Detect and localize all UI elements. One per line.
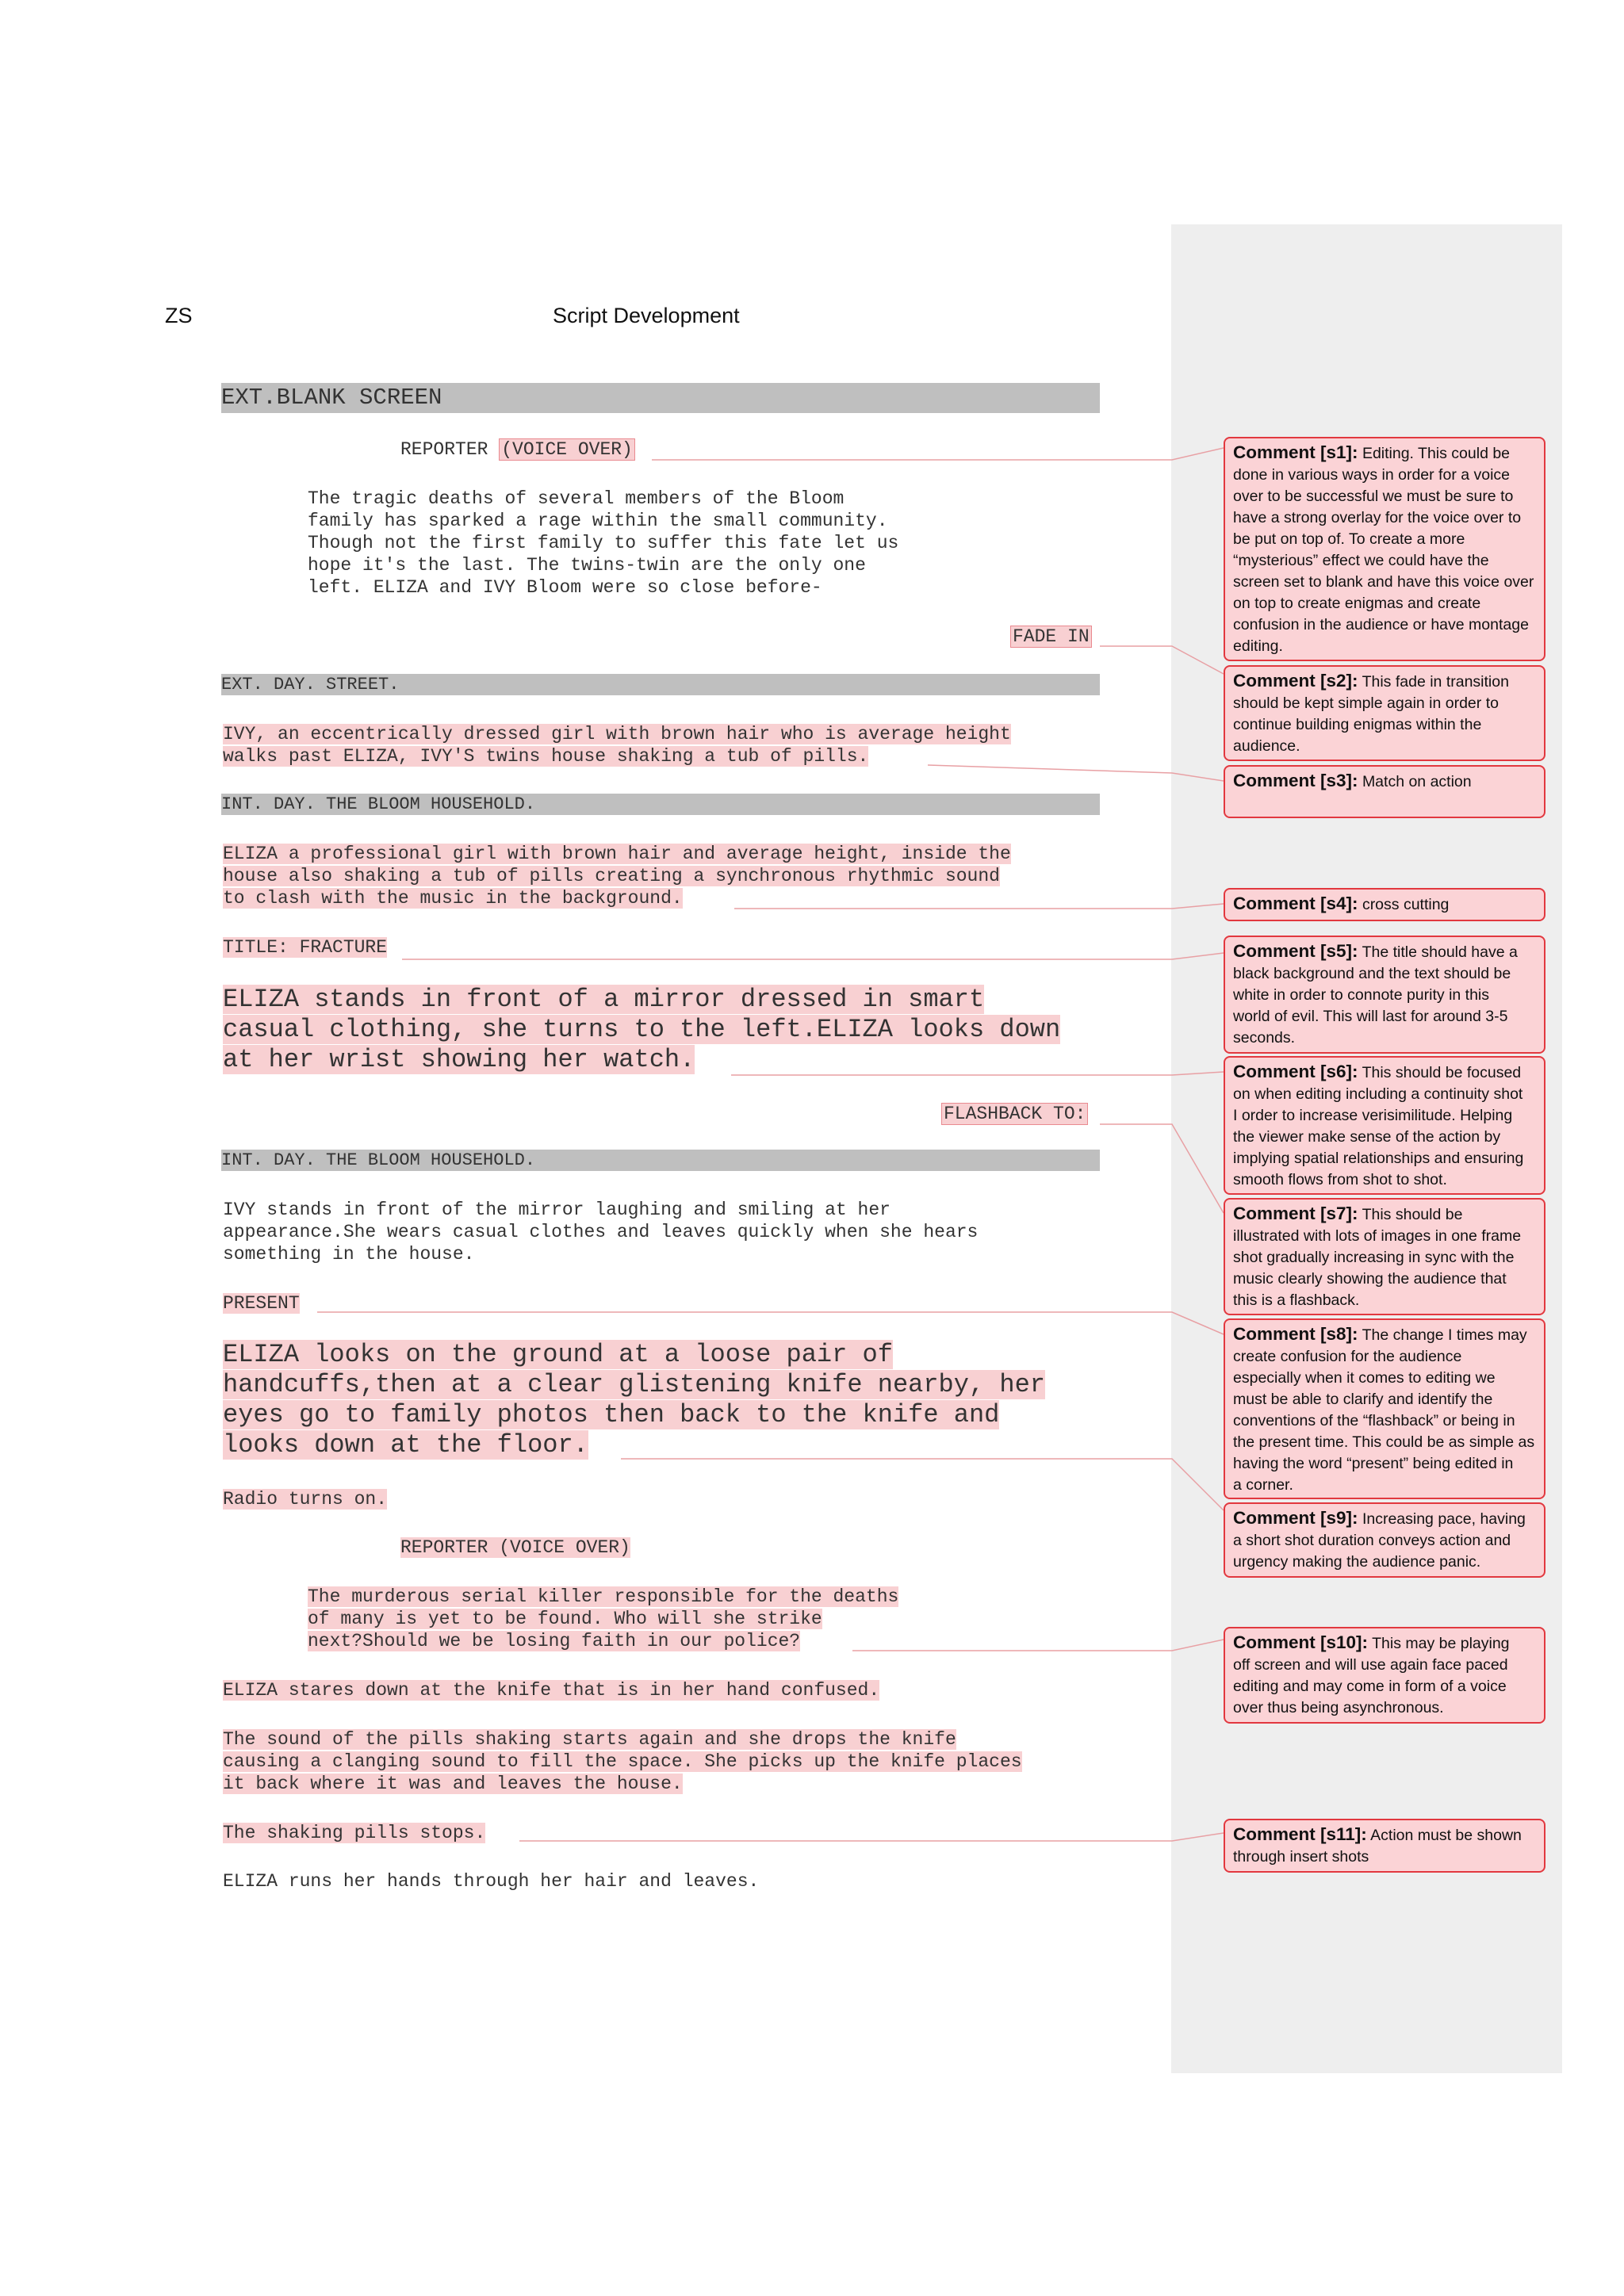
action-3-line-1: ELIZA stands in front of a mirror dressed in smart [223, 985, 985, 1014]
transition-fade-in: FADE IN [1010, 626, 1092, 648]
action-4-line-2: appearance.She wears casual clothes and leaves quickly when she hears [223, 1222, 979, 1242]
transition-flashback: FLASHBACK TO: [941, 1103, 1088, 1125]
present-marker: PRESENT [223, 1293, 300, 1314]
action-2-line-2: house also shaking a tub of pills creating a synchronous rhythmic sound [223, 866, 1000, 886]
connector-s2 [1100, 646, 1224, 674]
scene-heading-4: INT. DAY. THE BLOOM HOUSEHOLD. [221, 1150, 1100, 1171]
comment-s10[interactable]: Comment [s10]: This may be playing off screen and will use again face paced editing and may come in form of a voice over thus being asynchronous. [1224, 1627, 1545, 1724]
comment-s1[interactable]: Comment [s1]: Editing. This could be done in various ways in order for a voice over to be successful we must be sure to have a strong overlay for the voice over to be put on top of. To create a more “mysterious” effect we could have the screen set to blank and have this voice over on top to create enigmas and create confusion in the audience or have montage editing. [1224, 437, 1545, 661]
comment-s2[interactable]: Comment [s2]: This fade in transition should be kept simple again in order to continue building enigmas within the audience. [1224, 665, 1545, 761]
connector-s3 [928, 765, 1224, 781]
action-5-line-4: looks down at the floor. [223, 1430, 588, 1460]
scene-heading-1: EXT.BLANK SCREEN [221, 383, 1100, 413]
scene-heading-3: INT. DAY. THE BLOOM HOUSEHOLD. [221, 794, 1100, 815]
dialogue-1-line-3: Though not the first family to suffer this fate let us [308, 533, 899, 553]
comment-s7[interactable]: Comment [s7]: This should be illustrated with lots of images in one frame shot gradually increasing in sync with the music clearly showing the audience that this is a flashback. [1224, 1198, 1545, 1315]
comment-s4[interactable]: Comment [s4]: cross cutting [1224, 888, 1545, 921]
comment-s6[interactable]: Comment [s6]: This should be focused on when editing including a continuity shot I order to increase verisimilitude. Helping the viewer make sense of the action by implying spatial relationships and ensuring smooth flows from shot to shot. [1224, 1056, 1545, 1195]
comment-s11[interactable]: Comment [s11]: Action must be shown through insert shots [1224, 1819, 1545, 1873]
action-2-line-1: ELIZA a professional girl with brown hair and average height, inside the [223, 844, 1011, 864]
connector-s1 [652, 448, 1224, 460]
action-8: The shaking pills stops. [223, 1823, 486, 1843]
dialogue-1-line-4: hope it's the last. The twins-twin are the only one [308, 555, 866, 576]
comment-s9[interactable]: Comment [s9]: Increasing pace, having a short shot duration conveys action and urgency making the audience panic. [1224, 1502, 1545, 1578]
action-7-line-3: it back where it was and leaves the house. [223, 1774, 683, 1794]
dialogue-1-line-2: family has sparked a rage within the small community. [308, 511, 888, 531]
action-5-line-1: ELIZA looks on the ground at a loose pair of [223, 1340, 893, 1369]
scene-heading-2: EXT. DAY. STREET. [221, 674, 1100, 695]
radio-action: Radio turns on. [223, 1489, 388, 1510]
connector-s8 [317, 1312, 1224, 1334]
action-9: ELIZA runs her hands through her hair and leaves. [223, 1871, 760, 1892]
action-1-line-2: walks past ELIZA, IVY'S twins house shaking a tub of pills. [223, 746, 869, 767]
connector-s7 [1100, 1124, 1224, 1213]
action-2-line-3: to clash with the music in the background. [223, 888, 683, 909]
dialogue-1-line-5: left. ELIZA and IVY Bloom were so close before- [308, 577, 822, 598]
dialogue-1-line-1: The tragic deaths of several members of the Bloom [308, 488, 845, 509]
connector-s10 [852, 1640, 1224, 1651]
dialogue-2-line-2: of many is yet to be found. Who will she strike [308, 1609, 822, 1629]
dialogue-2-line-3: next?Should we be losing faith in our police? [308, 1631, 801, 1651]
header-initials: ZS [165, 304, 193, 327]
character-cue-1: REPORTER (VOICE OVER) [400, 438, 635, 461]
voice-over-extension: (VOICE OVER) [499, 438, 635, 461]
action-5-line-3: eyes go to family photos then back to the knife and [223, 1400, 1000, 1429]
action-5-line-2: handcuffs,then at a clear glistening knife nearby, her [223, 1370, 1045, 1399]
action-4-line-3: something in the house. [223, 1244, 475, 1265]
action-7-line-1: The sound of the pills shaking starts again and she drops the knife [223, 1729, 956, 1750]
action-4-line-1: IVY stands in front of the mirror laughing and smiling at her [223, 1200, 891, 1220]
action-1-line-1: IVY, an eccentrically dressed girl with brown hair who is average height [223, 724, 1011, 744]
connector-s4 [734, 904, 1224, 909]
action-7-line-2: causing a clanging sound to fill the space. She picks up the knife places [223, 1751, 1022, 1772]
dialogue-2-line-1: The murderous serial killer responsible for the deaths [308, 1586, 899, 1607]
connector-s11 [519, 1833, 1224, 1841]
action-3-line-3: at her wrist showing her watch. [223, 1045, 695, 1074]
comment-s5[interactable]: Comment [s5]: The title should have a black background and the text should be white in order to connote purity in this world of evil. This will last for around 3-5 seconds. [1224, 936, 1545, 1054]
character-cue-2: REPORTER (VOICE OVER) [400, 1537, 630, 1558]
action-6: ELIZA stares down at the knife that is in her hand confused. [223, 1680, 880, 1701]
connector-s5 [402, 953, 1224, 959]
comment-s8[interactable]: Comment [s8]: The change I times may create confusion for the audience especially when it comes to editing we must be able to clarify and identify the conventions of the “flashback” or being in the present time. This could be as simple as having the word “present” being edited in a corner. [1224, 1318, 1545, 1499]
comment-s3[interactable]: Comment [s3]: Match on action [1224, 765, 1545, 818]
connector-s6 [731, 1072, 1224, 1075]
action-3-line-2: casual clothing, she turns to the left.ELIZA looks down [223, 1015, 1061, 1044]
connector-s9 [621, 1459, 1224, 1510]
title-card: TITLE: FRACTURE [223, 937, 388, 958]
document-title: Script Development [553, 304, 740, 327]
